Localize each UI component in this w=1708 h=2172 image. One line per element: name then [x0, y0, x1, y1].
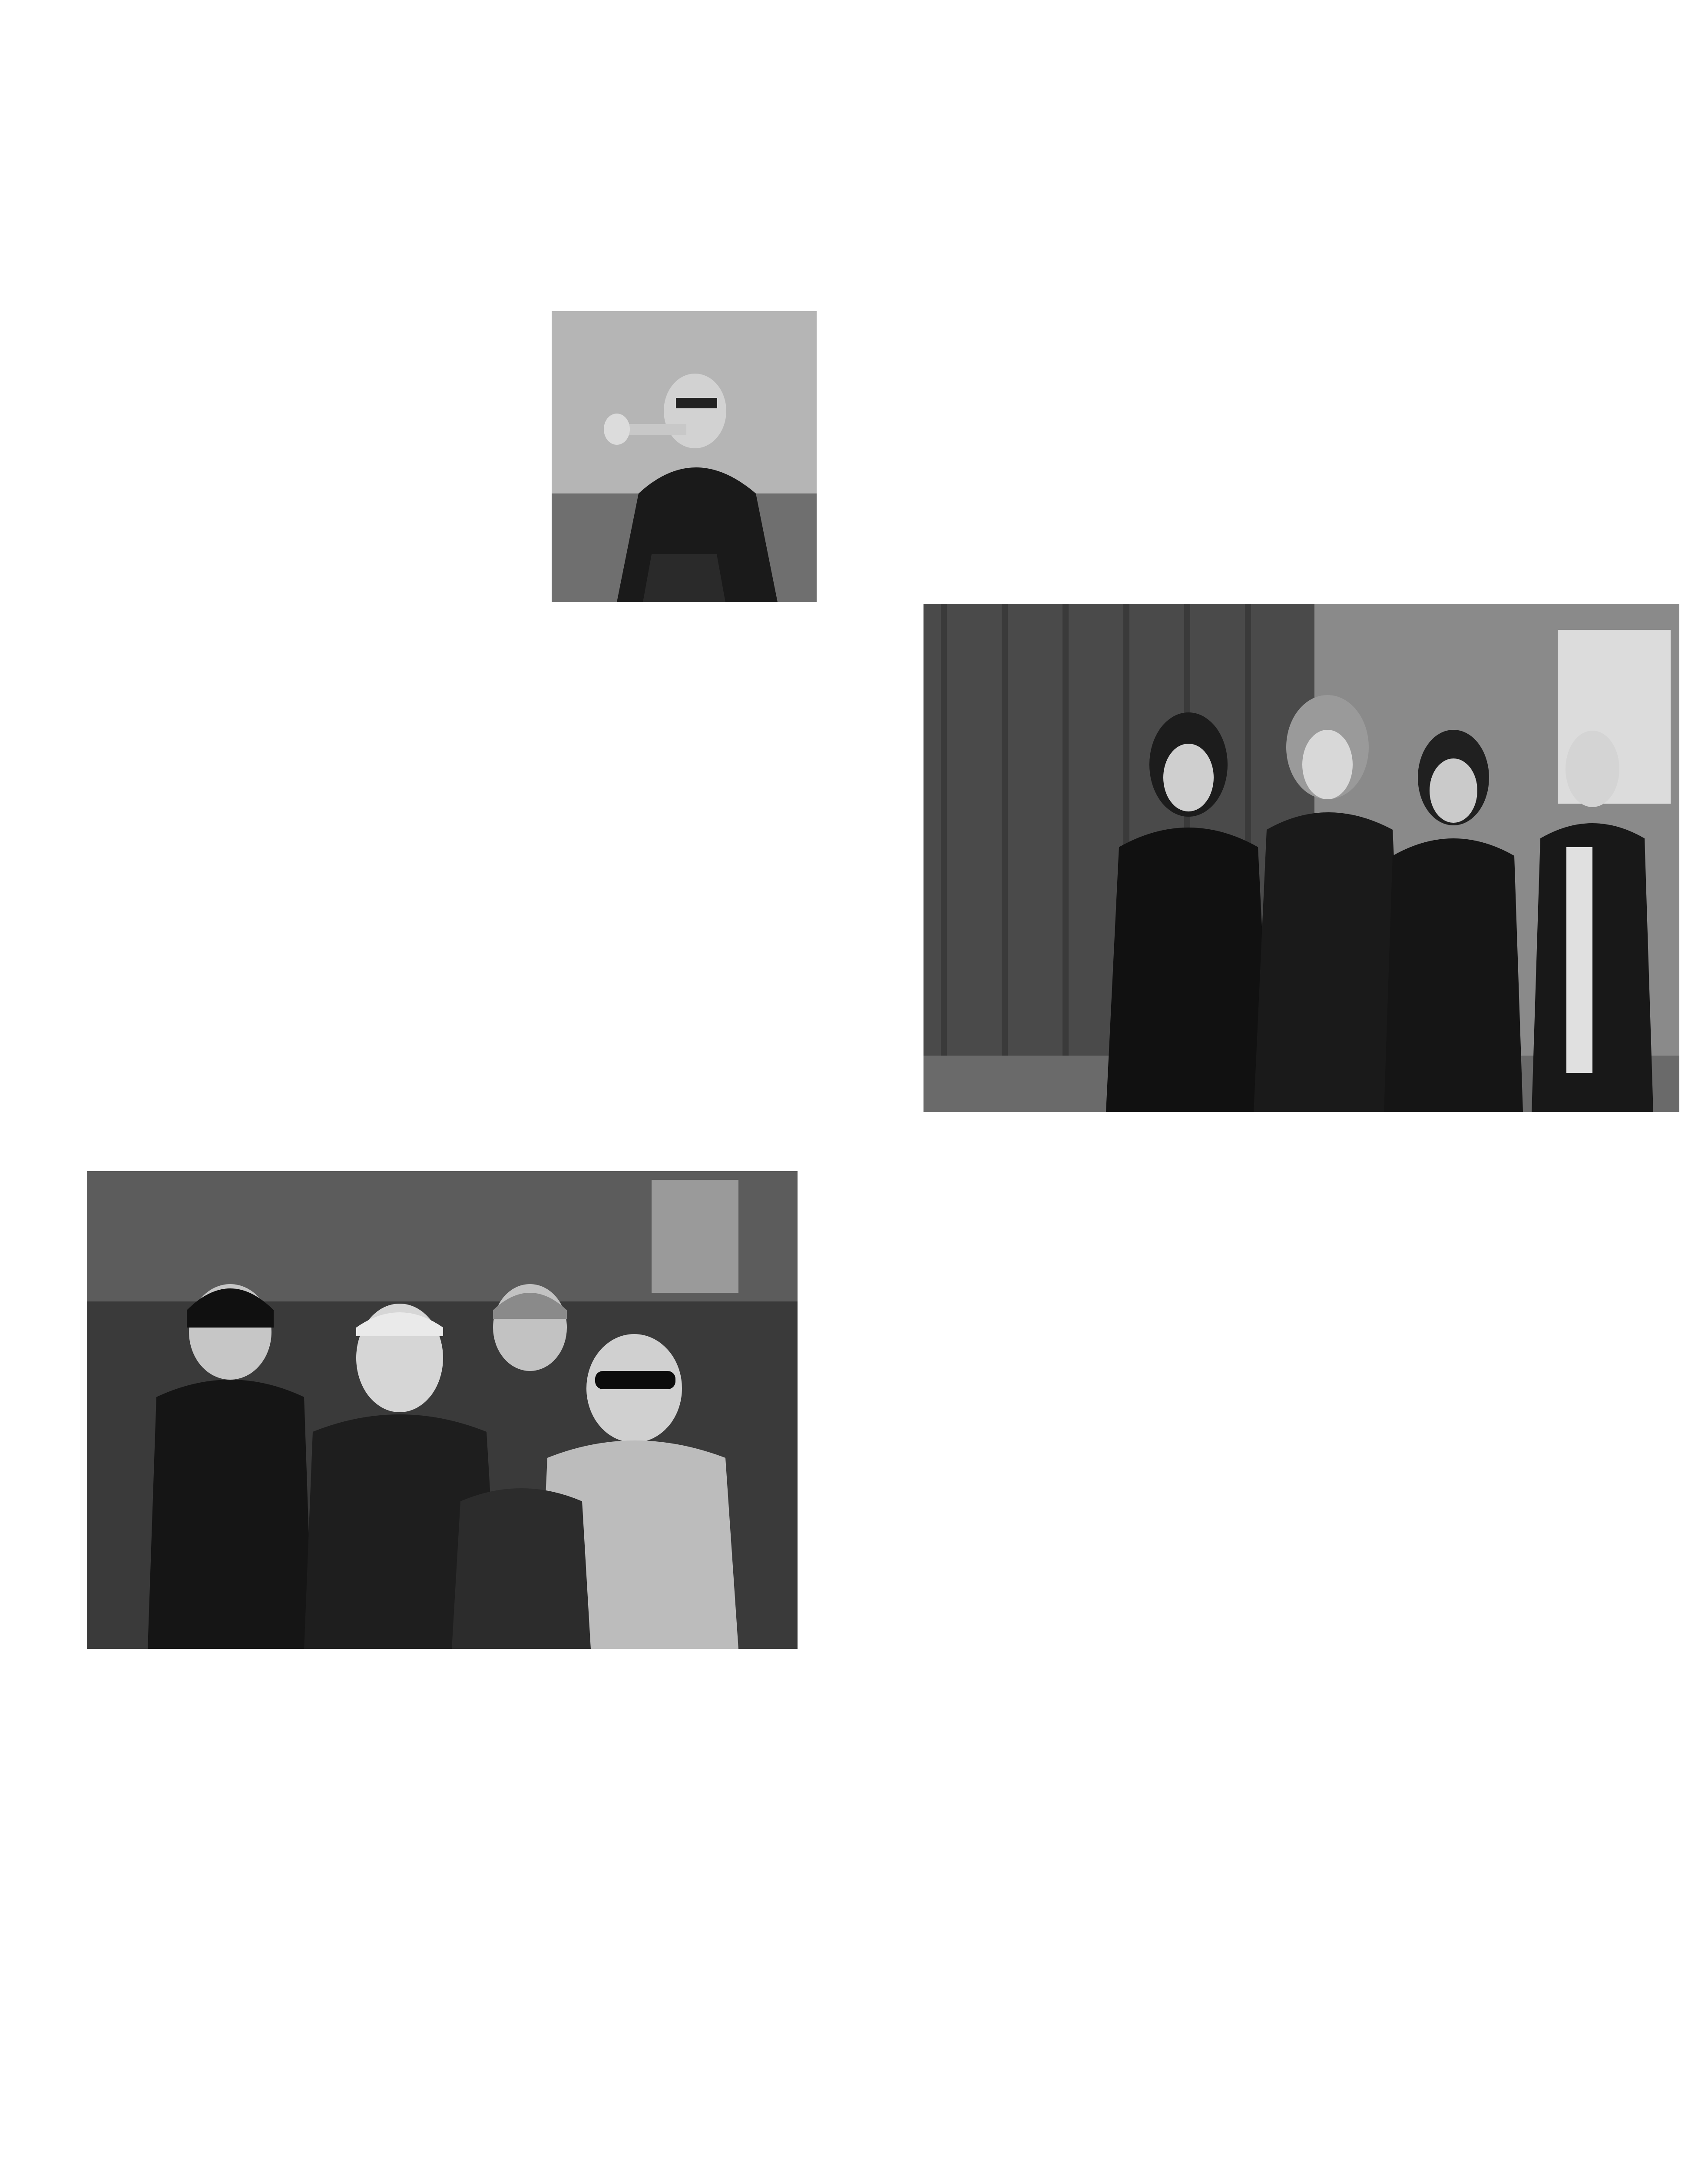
- photo-om-now: [87, 1171, 798, 1649]
- photo-saxophonist: [552, 311, 817, 602]
- photo-om-early: [924, 604, 1679, 1112]
- page-10: [854, 1151, 1708, 2172]
- page-9: [0, 1151, 854, 2172]
- page-8: [854, 0, 1708, 1151]
- page-7: [0, 0, 854, 1151]
